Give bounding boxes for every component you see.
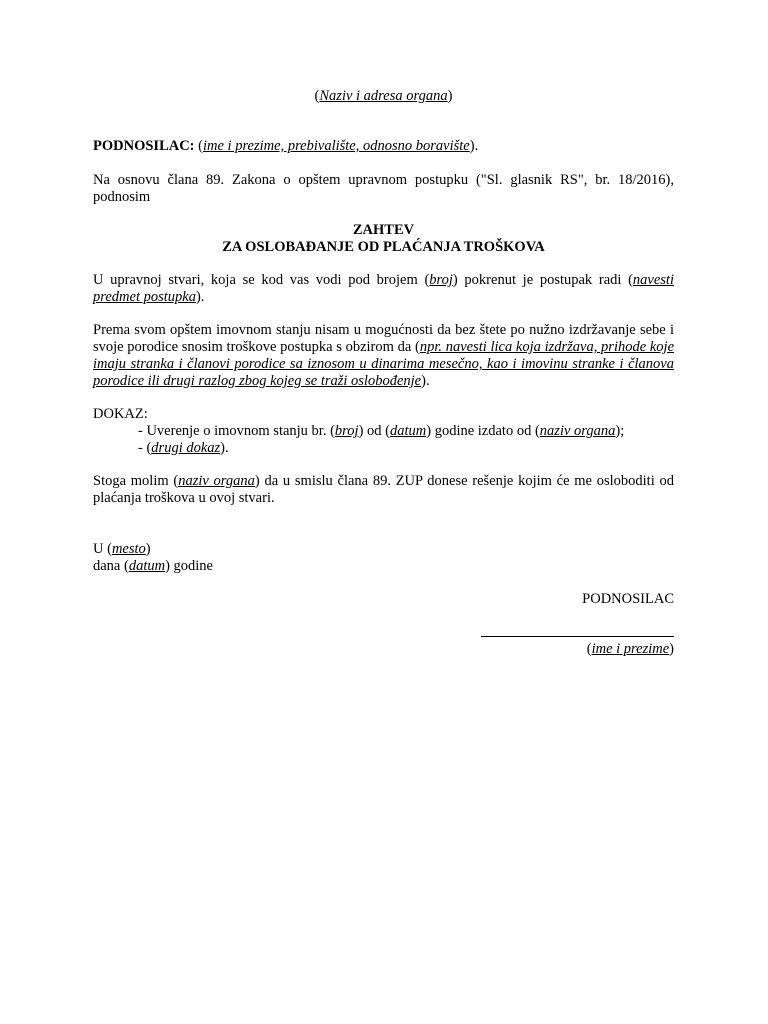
other-proof-placeholder: drugi dokaz [151,440,221,456]
place-text-1: U ( [93,541,112,557]
title-line-1: ZAHTEV [352,222,415,238]
signature-line [93,625,674,642]
proof1-text-4: ); [615,423,625,439]
applicant-open: ( [194,138,203,154]
intro-paragraph: Na osnovu člana 89. Zakona o opštem upravnom postupku ("Sl. glasnik RS", br. 18/2016), podnosim [93,172,674,205]
proof-item-2 [93,440,674,457]
para1-text-2: ) pokrenut je postupak radi ( [452,272,633,288]
para2-text-1: Prema svom opštem imovnom stanju nisam u mogućnosti da bez štete po nužno izdržavanje sebe i svoje porodice snosim troškove postupka s obzirom da ( [93,322,674,355]
applicant-line [93,138,674,155]
applicant-placeholder: ime i prezime, prebivalište, odnosno boravište [202,138,470,154]
date-placeholder: datum [128,558,166,574]
place-line [93,541,674,558]
date-line [93,558,674,575]
signature-underline [481,626,674,637]
para1-text-1: U upravnoj stvari, koja se kod vas vodi pod brojem ( [93,272,430,288]
para1-text-3: ). [195,289,205,305]
organ-name-placeholder: naziv organa [178,473,255,489]
proof1-text-2: ) od ( [358,423,390,439]
proof2-text-1: - ( [138,440,152,456]
signature-name-line [93,641,674,658]
document-title [93,222,674,256]
date-text-1: dana ( [93,558,129,574]
procedure-subject-placeholder: navesti predmet postupka [93,272,674,305]
signature-open: ( [586,641,592,657]
issuing-organ-placeholder: naziv organa [539,423,616,439]
certificate-number-placeholder: broj [334,423,359,439]
para2-text-2: ). [421,373,430,389]
paren-close: ) [447,88,453,104]
signature-name-placeholder: ime i prezime [591,641,670,657]
title-line-2: ZA OSLOBAĐANJE OD PLAĆANJA TROŠKOVA [222,239,545,255]
proof-item-1 [93,423,674,440]
organ-header [93,88,674,105]
request-text-1: Stoga molim ( [93,473,179,489]
organ-placeholder: Naziv i adresa organa [319,88,448,104]
proof1-text-3: ) godine izdato od ( [426,423,540,439]
place-date-block [93,541,674,575]
place-text-2: ) [145,541,151,557]
case-number-placeholder: broj [429,272,453,288]
signature-label: PODNOSILAC [582,591,674,607]
financial-status-paragraph [93,322,674,390]
reason-placeholder: npr. navesti lica koja izdržava, prihode koje imaju stranka i članovi porodice sa iznosom u dinarima mesečno, kao i imovinu stranke i članova porodice ili drugi razlog zbog kojeg se traži oslobođenje [93,339,675,389]
applicant-close: ). [469,138,479,154]
place-placeholder: mesto [111,541,146,557]
signature-close: ) [669,641,674,657]
proof1-text-1: - Uverenje o imovnom stanju br. ( [138,423,335,439]
proof-section [93,406,674,457]
date-text-2: ) godine [165,558,213,574]
request-text-2: ) da u smislu člana 89. ZUP donese rešenje kojim će me osloboditi od plaćanja troškova u ovoj stvari. [93,473,674,506]
procedure-paragraph [93,272,674,306]
applicant-label: PODNOSILAC: [93,138,195,154]
proof-label: DOKAZ: [93,406,148,422]
certificate-date-placeholder: datum [389,423,427,439]
request-paragraph [93,473,674,507]
proof2-text-2: ). [220,440,229,456]
paren-open: ( [314,88,320,104]
